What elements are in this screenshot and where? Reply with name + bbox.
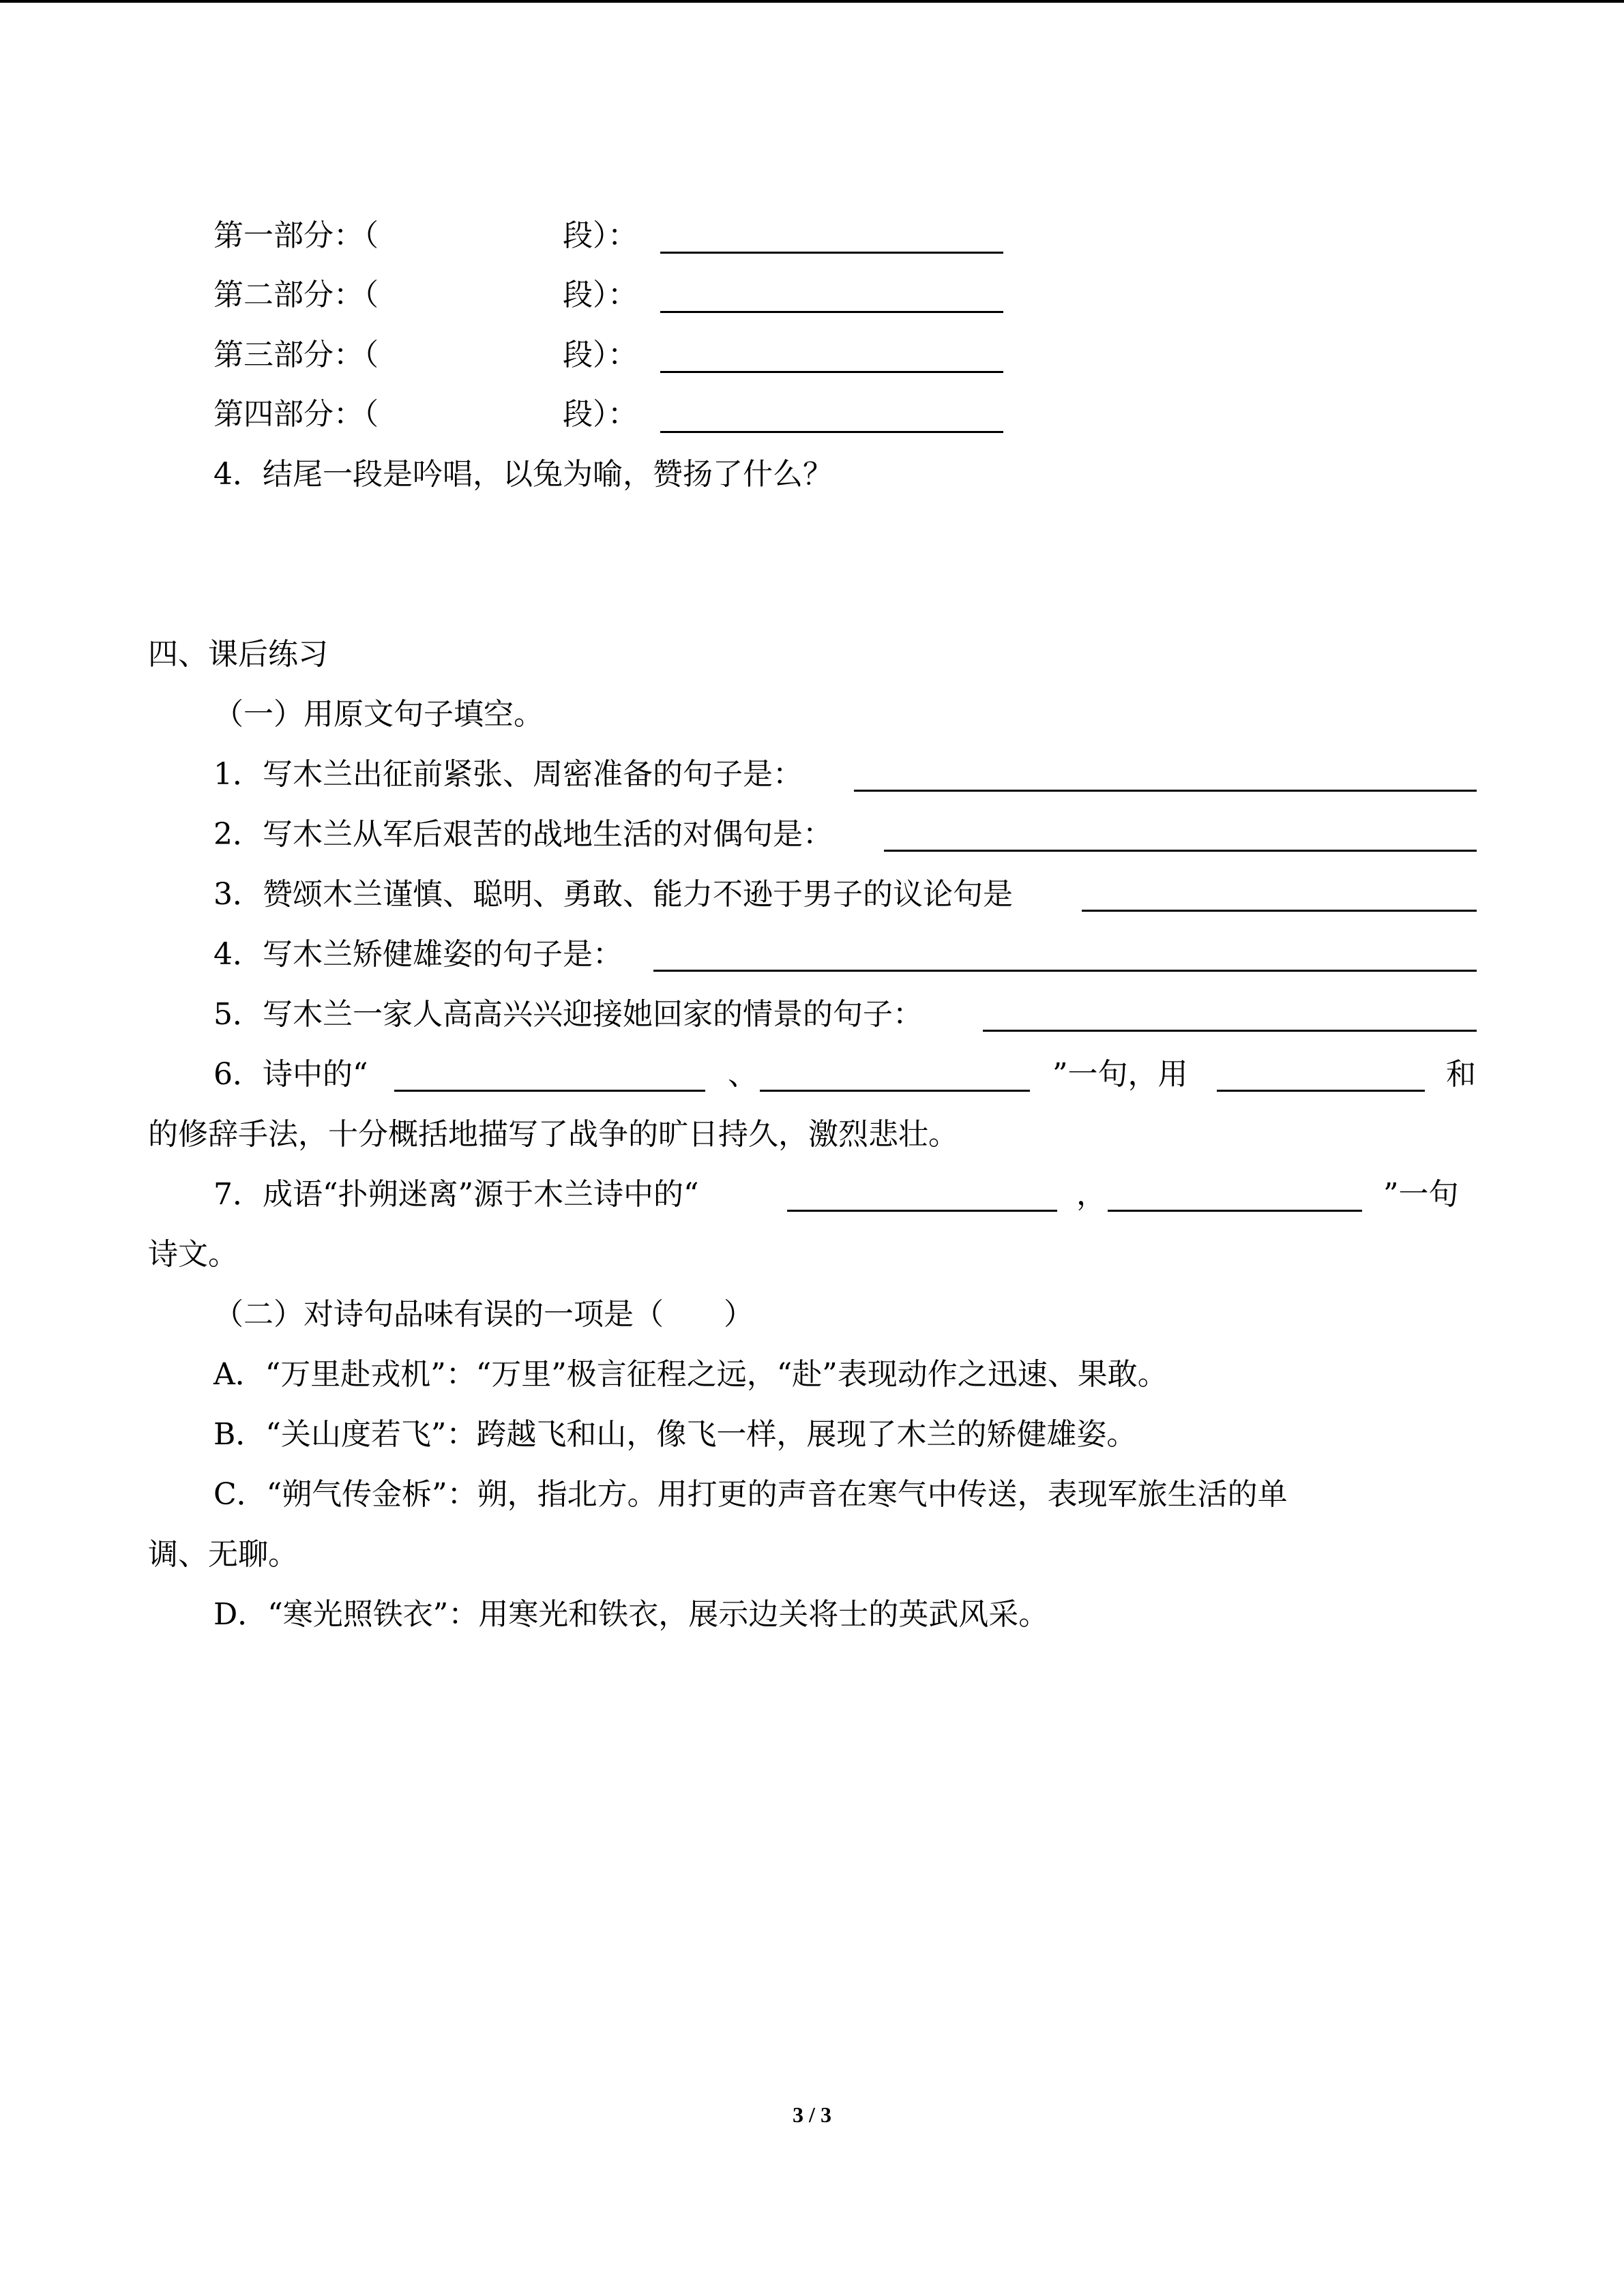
fill-item-3-blank[interactable]	[1082, 910, 1477, 912]
fill-item-5: 5．写木兰一家人高高兴兴迎接她回家的情景的句子：	[213, 997, 923, 1032]
top-border	[0, 0, 1624, 3]
part2-duan: 段）：	[563, 278, 638, 312]
part1-duan: 段）：	[563, 218, 638, 253]
item7-end: ”一句	[1383, 1177, 1459, 1212]
item6-mid: ”一句，用	[1052, 1057, 1188, 1092]
item6-blank-2[interactable]	[760, 1090, 1030, 1092]
subsection-2-title: （二）对诗句品味有误的一项是（ ）	[213, 1297, 754, 1332]
item7-start: 7．成语“扑朔迷离”源于木兰诗中的“	[213, 1177, 699, 1212]
part2-answer-blank[interactable]	[660, 311, 1003, 313]
page-number: 3 / 3	[793, 2102, 831, 2127]
fill-item-1-blank[interactable]	[854, 790, 1477, 792]
option-a: A．“万里赴戎机”：“万里”极言征程之远，“赴”表现动作之迅速、果敢。	[213, 1357, 1168, 1392]
option-c-continued: 调、无聊。	[148, 1537, 298, 1572]
item6-separator: 、	[728, 1057, 758, 1092]
part2-label: 第二部分：（	[213, 278, 379, 312]
fill-item-4-blank[interactable]	[653, 970, 1477, 972]
item7-blank-2[interactable]	[1108, 1210, 1362, 1212]
fill-item-3: 3．赞颂木兰谨慎、聪明、勇敢、能力不逊于男子的议论句是	[213, 877, 1013, 912]
subsection-1-title: （一）用原文句子填空。	[213, 697, 544, 732]
part3-label: 第三部分：（	[213, 338, 379, 372]
item6-blank-3[interactable]	[1217, 1090, 1425, 1092]
option-b: B．“关山度若飞”：跨越飞和山，像飞一样，展现了木兰的矫健雄姿。	[213, 1417, 1137, 1452]
fill-item-2-blank[interactable]	[884, 850, 1477, 852]
part3-answer-blank[interactable]	[660, 371, 1003, 373]
item7-separator: ，	[1076, 1177, 1106, 1212]
section-title: 四、课后练习	[148, 637, 328, 672]
part3-duan: 段）：	[563, 338, 638, 372]
part1-label: 第一部分：（	[213, 218, 379, 253]
item6-start: 6．诗中的“	[213, 1057, 368, 1092]
item6-line2: 的修辞手法，十分概括地描写了战争的旷日持久，激烈悲壮。	[148, 1117, 958, 1152]
fill-item-1: 1．写木兰出征前紧张、周密准备的句子是：	[213, 757, 803, 792]
question-4: 4．结尾一段是吟唱，以兔为喻，赞扬了什么？	[213, 457, 833, 492]
item6-end: 和	[1446, 1057, 1476, 1092]
fill-item-5-blank[interactable]	[983, 1030, 1477, 1032]
item6-blank-1[interactable]	[394, 1090, 705, 1092]
part1-answer-blank[interactable]	[660, 252, 1003, 254]
part4-duan: 段）：	[563, 397, 638, 432]
option-c: C．“朔气传金柝”：朔，指北方。用打更的声音在寒气中传送，表现军旅生活的单	[213, 1477, 1288, 1512]
part4-answer-blank[interactable]	[660, 431, 1003, 433]
item7-line2: 诗文。	[148, 1237, 238, 1272]
fill-item-2: 2．写木兰从军后艰苦的战地生活的对偶句是：	[213, 817, 833, 852]
part4-label: 第四部分：（	[213, 397, 379, 432]
option-d: D．“寒光照铁衣”：用寒光和铁衣，展示边关将士的英武风采。	[213, 1597, 1049, 1632]
fill-item-4: 4．写木兰矫健雄姿的句子是：	[213, 937, 623, 972]
item7-blank-1[interactable]	[787, 1210, 1057, 1212]
